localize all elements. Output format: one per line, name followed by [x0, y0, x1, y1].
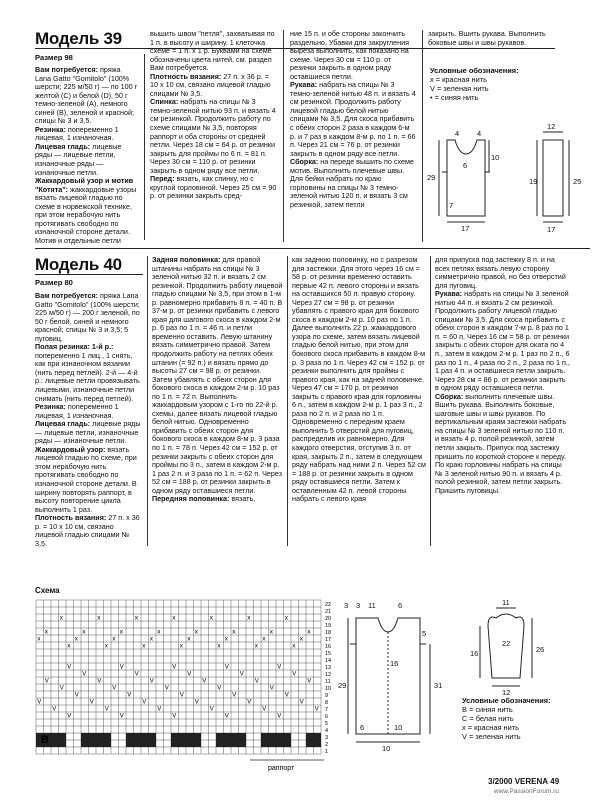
- m40-dim-k: 16: [390, 659, 399, 668]
- chart-v-symbol: V: [202, 678, 207, 685]
- chart-x-symbol: x: [67, 642, 71, 650]
- row-number: 2: [325, 742, 329, 748]
- model40-title: Модель 40: [35, 255, 122, 274]
- chart-x-symbol: x: [157, 628, 161, 636]
- chart-x-symbol: x: [44, 628, 48, 636]
- m39-c2-p3: Перед: вязать, как спинку, но с круглой горловиной. Через 25 см = 90 р. от резинки закрыть сред-: [150, 174, 277, 201]
- m39-c4-p0: закрыть. Вшить рукава. Выполнить боковые швы и швы рукавов.: [428, 29, 546, 47]
- model39-col1: [35, 66, 138, 245]
- m40-dim-e: 5: [422, 629, 427, 638]
- chart-x-symbol: x: [299, 635, 303, 643]
- row-number: 3: [325, 735, 329, 741]
- row-number: 1: [325, 749, 329, 755]
- m39-dim-e: 17: [461, 224, 470, 233]
- row-number: 6: [325, 714, 329, 720]
- m39-c1-p2: Лицевая гладь: лицевые ряды — лицевые петли, изнаночные ряды — изнаночные петли.: [35, 141, 122, 177]
- chart-x-symbol: x: [149, 635, 153, 643]
- chart-v-symbol: V: [164, 685, 169, 692]
- m39-dim-a: 10: [491, 153, 500, 162]
- m39-dim-top: 4: [455, 129, 460, 138]
- chart-filled-cell: [276, 733, 284, 747]
- m39-sl-d: 17: [547, 225, 556, 234]
- chart-v-symbol: V: [299, 699, 304, 706]
- chart-x-symbol: x: [59, 614, 63, 622]
- chart-filled-cell: [96, 733, 104, 747]
- chart-filled-cell: [141, 733, 149, 747]
- model39-size: Размер 98: [35, 53, 73, 62]
- m40-sl-a: 11: [502, 598, 510, 607]
- chart-v-symbol: V: [194, 699, 199, 706]
- jacquard-chart: [30, 596, 350, 776]
- m40-sl-b: 16: [470, 649, 479, 658]
- chart-x-symbol: x: [74, 635, 78, 643]
- chart-filled-cell: [306, 733, 314, 747]
- chart-v-symbol: V: [112, 685, 117, 692]
- m39-dim-b: 6: [463, 161, 468, 170]
- chart-x-symbol: x: [172, 614, 176, 622]
- chart-v-symbol: V: [104, 706, 109, 713]
- rapport-label: раппорт: [268, 765, 295, 772]
- chart-v-symbol: V: [127, 692, 132, 699]
- model40-col1: [35, 292, 143, 548]
- chart-v-symbol: V: [74, 692, 79, 699]
- chart-filled-cell: [314, 733, 322, 747]
- m40-c2-p1: Передняя половинка: вязать,: [152, 494, 256, 504]
- chart-v-symbol: V: [217, 685, 222, 692]
- chart-v-symbol: V: [247, 699, 252, 706]
- m40-c1-p2: Резинка: попеременно 1 лицевая, 1 изнаночная.: [35, 402, 119, 420]
- chart-v-symbol: V: [187, 671, 192, 678]
- chart-v-symbol: V: [172, 713, 177, 720]
- m39-dim-top2: 4: [477, 129, 482, 138]
- chart-v-symbol: V: [254, 678, 259, 685]
- chart-x-symbol: x: [292, 642, 296, 650]
- chart-x-symbol: x: [119, 628, 123, 636]
- model39-col3: [290, 30, 417, 209]
- row-number: 13: [325, 665, 332, 671]
- row-number: 20: [325, 616, 332, 622]
- m39-c3-p2: Сборка: на переде вышить по схеме мотив. Выполнить плечевые швы. Для бейки набрать по краю горловины на спицы № 3 темно-зеленой нитью 120 п. и вязать 3 см резинкой, затем петли: [290, 157, 414, 209]
- chart-filled-cell: [216, 733, 224, 747]
- chart-x-symbol: x: [307, 628, 311, 636]
- m40-c4-p1: Рукава: набрать на спицы № 3 зеленой нитью 44 п. и вязать 2 см резинкой. Продолжить работу лицевой гладью спицами № 3,5. Для скоса прибавить с обеих сторон в каждом 7-м р. 8 раз по 1 п. = 60 п. Через 16 см = 58 р. от резинки закрыть с обеих сторон для оката по 4 п., затем в каждом 2-м р. 1 раз по 2 п., 6 раз по 1 п., 4 раза по 2 п., 2 раза по 1 п., 1 раз 4 п. и оставшиеся петли закрыть. Через 28 см = 86 р. от резинки закрыть в одном ряду оставшиеся петли.: [435, 289, 570, 393]
- chart-v-symbol: V: [314, 706, 319, 713]
- m40-divider-1: [147, 256, 148, 546]
- chart-v-symbol: V: [37, 699, 42, 706]
- model40-col3: [292, 256, 426, 504]
- m39-c3-p1: Рукава: набрать на спицы № 3 темно-зеленой нитью 48 п. и вязать 4 см резинкой. Продолжить работу лицевой гладью белой нитью спицами № 3,5. Для скоса прибавить с обеих сторон 2 раза в каждом 6-м р. и 7 раз в каждом 8-м р. по 1 п. = 66 п. Через 21 см = 76 р. от резинки закрыть в одном ряду все петли.: [290, 80, 416, 158]
- chart-x-symbol: x: [82, 628, 86, 636]
- row-number: 16: [325, 644, 332, 650]
- m40-divider-2: [287, 256, 288, 546]
- chart-v-symbol: V: [134, 671, 139, 678]
- m39-c1-p3: Жаккардовый узор и мотив "Котята": жаккардовые узоры вязать лицевой гладью по схеме в норвежской технике, при этом нерабочую нить протягивать свободно по изнаночной стороне детали. Мотив и отдельные петли: [35, 176, 137, 245]
- m39-divider-1: [144, 54, 145, 240]
- chart-v-symbol: V: [97, 678, 102, 685]
- m40-c1-p1: Полая резинка: 1-й р.: попеременно 1 лиц., 1 снять, как при изнаночном вязании (нить перед петлей). 2-й — 4-й р.: лицевые петли провязывать лицевыми, изнаночные петли снимать (нить перед петлей).: [35, 342, 140, 403]
- m40-dim-c: 11: [368, 601, 376, 610]
- row-number: 7: [325, 707, 329, 713]
- m40-legend-0: В = синяя нить: [462, 705, 513, 714]
- footer-issue: [488, 777, 559, 786]
- m39-c2-p0: вышить швом "петля", захватывая по 1 п. в высоту и ширину. 1 клеточка схеме = 1 п. x 1 р. Буквами на схеме обозначены цвета нитей, см. раздел Вам потребуется.: [150, 29, 275, 73]
- m39-sleeve-outline: [543, 140, 563, 216]
- chart-filled-cell: [179, 733, 187, 747]
- m40-divider-3: [430, 256, 431, 546]
- chart-v-symbol: V: [277, 713, 282, 720]
- row-number: 14: [325, 658, 332, 664]
- chart-filled-cell: [261, 733, 269, 747]
- footer-page: 49: [550, 777, 560, 786]
- chart-x-symbol: x: [97, 614, 101, 622]
- chart-v-symbol: V: [149, 678, 154, 685]
- model40-title-rule: [35, 274, 143, 275]
- schema-title: Схема: [35, 586, 60, 595]
- m39-c1-p1: Резинка: попеременно 1 лицевая, 1 изнаночная.: [35, 124, 119, 143]
- model40-top-rule: [35, 248, 590, 249]
- chart-v-symbol: V: [142, 699, 147, 706]
- row-number: 8: [325, 700, 329, 706]
- chart-filled-cell: [149, 733, 157, 747]
- chart-v-symbol: V: [119, 713, 124, 720]
- chart-filled-cell: [231, 733, 239, 747]
- chart-x-symbol: x: [112, 635, 116, 643]
- chart-x-symbol: x: [247, 614, 251, 622]
- chart-filled-cell: [239, 733, 247, 747]
- m39-dim-c: 29: [427, 173, 436, 182]
- chart-filled-cell: [171, 733, 179, 747]
- model39-pattern-diagram: [425, 118, 590, 236]
- model40-col4: [435, 256, 570, 495]
- chart-x-symbol: x: [209, 614, 213, 622]
- m39-legend-2: • = синяя нить: [430, 93, 479, 102]
- chart-x-symbol: x: [37, 635, 41, 643]
- model40-sleeve-pattern: [468, 596, 568, 696]
- chart-v-symbol: V: [179, 692, 184, 699]
- m39-legend-title: Условные обозначения:: [430, 66, 519, 75]
- chart-x-symbol: x: [134, 614, 138, 622]
- row-number: 11: [325, 679, 331, 685]
- watermark: www.PassionForum.ru: [494, 788, 560, 795]
- chart-filled-cell: [134, 733, 142, 747]
- chart-v-symbol: V: [82, 671, 87, 678]
- m40-c4-p0: для припуска под застежку 8 п. и на всех петлях вязать левую сторону симметрично правой, но без отверстий для пуговиц.: [435, 255, 566, 290]
- row-number: 5: [325, 721, 329, 727]
- m40-c4-p2: Сборка: выполнить плечевые швы. Вшить рукава. Выполнить боковые, шаговые швы и швы рукавов. По вертикальным краям застежки набрать на спицы № 3 зеленой нитью по 110 п. и вязать 4 р. полой резинкой, затем петли закрыть. Припуск под застежку пришить по короткой стороне к переду. По краю горловины набрать на спицы № 3 зеленой нитью 90 п. и вязать 4 р. полой резинкой, затем петли закрыть. Пришить пуговицы.: [435, 391, 567, 495]
- m40-sl-c: 26: [536, 645, 545, 654]
- model39-col4: [428, 30, 563, 47]
- chart-v-symbol: V: [277, 664, 282, 671]
- row-number: 18: [325, 630, 332, 636]
- m39-legend-1: V = зеленая нить: [430, 84, 489, 93]
- chart-x-symbol: x: [254, 642, 258, 650]
- m40-legend-2: х = красная нить: [462, 723, 519, 732]
- row-number: 17: [325, 637, 332, 643]
- m40-dim-h: 6: [360, 723, 365, 732]
- chart-x-symbol: x: [187, 635, 191, 643]
- m40-c1-p5: Плотность вязания: 27 п. x 36 р. = 10 x 10 см, связано лицевой гладью спицами № 3,5.: [35, 513, 140, 548]
- m40-c3-p0: как заднюю половинку, но с разрезом для застежки. Для этого через 16 см = 58 р. от резинки временно оставить первые 42 п. левого стороны и вязать на оставшихся 50 п. правую сторону. Через 27 см = 98 р. от резинки убавлять с правого края для бокового скоса в каждом 2-м р. 10 раз по 1 п. Далее выполнить 22 р. жаккардового узора по схеме, затем вязать лицевой гладью белой нитью, при этом для бокового скоса прибавить в каждом 8-м р. 3 раза по 1 п. Через 42 см = 152 р. от резинки выполнить для проймы с правого края, как на задней половинке. Через 47 см = 170 р. от резинки закрыть с правого края для горловины 6 п., затем в каждом 2-м р. 1 раз 3 п., 2 раза по 2 п. и 2 раза по 1 п. Одновременно с передним краем выполнить 5 отверстий для пуговиц, распределив их равномерно. Для каждого отверстия, отступив 3 п. от края, закрыть 2 п., затем в следующем ряду набрать над ними 2 п. Через 52 см = 188 р. от резинки закрыть в одном ряду оставшиеся петли. Затем к оставленным 42 п. левой стороны набрать с левого края: [292, 255, 426, 504]
- m39-c2-p1: Плотность вязания: 27 п. x 36 р. = 10 x 10 см, связано лицевой гладью спицами № 3,5.: [150, 71, 271, 98]
- m39-c2-p2: Спинка: набрать на спицы № 3 темно-зеленой нитью 93 п. и вязать 4 см резинкой. Продолжить работу по схеме спицами № 3,5, повторяя раппорт и оба стороны от средней петли. Через 18 см = 64 р. от резинки закрыть для проймы по 6 п. = 81 п. Через 30 см = 110 р. от резинки закрыть в одном ряду все петли.: [150, 97, 276, 175]
- m39-legend-0: х = красная нить: [430, 75, 487, 84]
- chart-filled-cell: [224, 733, 232, 747]
- chart-v-symbol: V: [232, 692, 237, 699]
- chart-filled-cell: [51, 733, 59, 747]
- chart-x-symbol: x: [179, 642, 183, 650]
- chart-v-symbol: V: [157, 706, 162, 713]
- chart-v-symbol: V: [52, 706, 57, 713]
- model39-title: Модель 39: [35, 29, 122, 48]
- row-number: 10: [325, 686, 332, 692]
- m40-c1-p0: Вам потребуется: пряжа Lana Gatto "Gomitolo" (100% шерсти; 225 м/50 г) — 200 г зеленой, по 50 г белой, синей и немного красной; спицы № 3 и 3,5; 5 пуговиц.: [35, 291, 140, 343]
- chart-x-symbol: x: [194, 628, 198, 636]
- row-number: 19: [325, 623, 332, 629]
- chart-filled-cell: [59, 733, 67, 747]
- chart-filled-cell: [269, 733, 277, 747]
- chart-v-symbol: V: [224, 713, 229, 720]
- m40-dim-d: 6: [398, 601, 403, 610]
- footer-issue-text: 3/2000 VERENA: [488, 777, 549, 786]
- m39-divider-2: [283, 30, 284, 242]
- row-number: 9: [325, 693, 329, 699]
- chart-x-symbol: x: [104, 642, 108, 650]
- chart-v-symbol: V: [284, 692, 289, 699]
- row-number: 22: [325, 602, 332, 608]
- chart-x-symbol: x: [262, 635, 266, 643]
- row-number: 15: [325, 651, 332, 657]
- chart-v-symbol: V: [172, 664, 177, 671]
- m40-legend-title: Условные обозначения:: [462, 696, 551, 705]
- chart-v-symbol: V: [67, 664, 72, 671]
- chart-row-numbers: [325, 602, 331, 755]
- chart-filled-cell: [126, 733, 134, 747]
- m39-c3-p0: ние 15 п. и обе стороны закончить раздельно. Убавки для закругления выреза выполнить, как показано на схеме. Через 30 см = 110 р. от резинки закрыть в одном ряду оставшиеся петли.: [290, 29, 409, 81]
- chart-grid: [36, 600, 321, 754]
- chart-filled-cell: [104, 733, 112, 747]
- m40-c1-p3: Лицевая гладь: лицевые ряды — лицевые петли, изнаночные ряды — изнаночные петли.: [35, 419, 141, 446]
- chart-v-symbol: V: [89, 699, 94, 706]
- model39-col2: [150, 30, 278, 201]
- model40-size: Размер 80: [35, 278, 73, 287]
- m39-sl-b: 19: [529, 177, 538, 186]
- m39-sl-a: 12: [547, 122, 556, 131]
- m40-dim-f: 31: [434, 681, 443, 690]
- m40-sl-e: 22: [502, 639, 511, 648]
- m40-dim-b: 3: [356, 601, 361, 610]
- chart-filled-cell: [89, 733, 97, 747]
- model40-body-pattern: [338, 596, 450, 752]
- chart-filled-cell: [81, 733, 89, 747]
- chart-v-symbol: V: [59, 685, 64, 692]
- chart-x-symbol: x: [269, 628, 273, 636]
- chart-v-symbol: V: [307, 678, 312, 685]
- chart-v-symbol: V: [269, 685, 274, 692]
- m40-dim-i: 10: [394, 723, 403, 732]
- chart-filled-cell: [186, 733, 194, 747]
- row-number: 4: [325, 728, 329, 734]
- m39-sl-c: 25: [573, 177, 582, 186]
- model40-legend: [462, 696, 582, 741]
- m40-sl-d: 12: [502, 688, 511, 696]
- chart-v-symbol: V: [67, 713, 72, 720]
- chart-b-label: В: [41, 734, 49, 746]
- row-number: 12: [325, 672, 332, 678]
- chart-filled-cell: [194, 733, 202, 747]
- m39-c1-p0: Вам потребуется: пряжа Lana Gatto "Gomitolo" (100% шерсти; 225 м/50 г) — по 100 г желтой (С) и белой (D), 50 г темно-зеленой (А), немного синей (В), зеленой и красной; спицы № 3 и 3,5.: [35, 65, 138, 126]
- chart-v-symbol: V: [292, 671, 297, 678]
- chart-v-symbol: V: [239, 671, 244, 678]
- m40-dim-j: 10: [382, 744, 391, 752]
- chart-x-symbol: x: [284, 614, 288, 622]
- m40-legend-1: С = белая нить: [462, 714, 514, 723]
- chart-x-symbol: x: [232, 628, 236, 636]
- m39-dim-d: 7: [449, 201, 454, 210]
- m40-c2-p0: Задняя половинка: для правой штанины набрать на спицы № 3 зеленой нитью 32 п. и вязать 2 см резинкой. Продолжить работу лицевой гладью спицами № 3,5, при этом в 1-м р. равномерно прибавить 8 п. = 40 п. В 37-м р. от резинки прибавить с левого края для шагового скоса в каждом 2-м р. 6 раз по 1 п. = 46 п. и петли временно оставить. Левую штанину вязать симметрично правой. Затем продолжить работу на петлях обеих штанин (= 92 п.) и вязать прямо до высоты 27 см = 98 р. от резинки. Затем убавлять с обеих сторон для бокового скоса в каждом 2-м р. 10 раз по 1 п. = 72 п. Выполнить жаккардовым узором с 1-го по 22-й р. схемы, далее вязать лицевой гладью белой нитью. Одновременно прибавить с обеих сторон для бокового скоса в каждом 8-м р. 3 раза по 1 п. = 78 п. Через 42 см = 152 р. от резинки закрыть с обеих сторон для проймы по 3 п., затем в каждом 2-м р. 1 раз 2 п. и 3 раза по 1 п. = 62 п. Через 52 см = 188 р. от резинки закрыть в одном ряду оставшиеся петли.: [152, 255, 283, 495]
- chart-v-symbol: V: [224, 664, 229, 671]
- m40-dim-a: 3: [344, 601, 349, 610]
- chart-v-symbol: V: [262, 706, 267, 713]
- model40-col2: [152, 256, 283, 504]
- m40-dim-g: 29: [338, 681, 347, 690]
- m39-divider-3: [422, 30, 423, 242]
- chart-v-symbol: V: [119, 664, 124, 671]
- chart-filled-cell: [284, 733, 292, 747]
- chart-v-symbol: V: [209, 706, 214, 713]
- model39-legend: [430, 66, 570, 102]
- row-number: 21: [325, 609, 332, 615]
- m40-legend-3: V = зеленая нить: [462, 732, 521, 741]
- m40-c1-p4: Жаккардовый узор: вязать лицевой гладью по схеме, при этом нерабочую нить протягивать свободно по изнаночной стороне детали. В ширину повторять раппорт, в высоту повторение цикла выполнить 1 раз.: [35, 444, 137, 514]
- chart-v-symbol: V: [44, 678, 49, 685]
- chart-x-symbol: x: [142, 642, 146, 650]
- chart-x-symbol: x: [217, 642, 221, 650]
- chart-x-symbol: x: [224, 635, 228, 643]
